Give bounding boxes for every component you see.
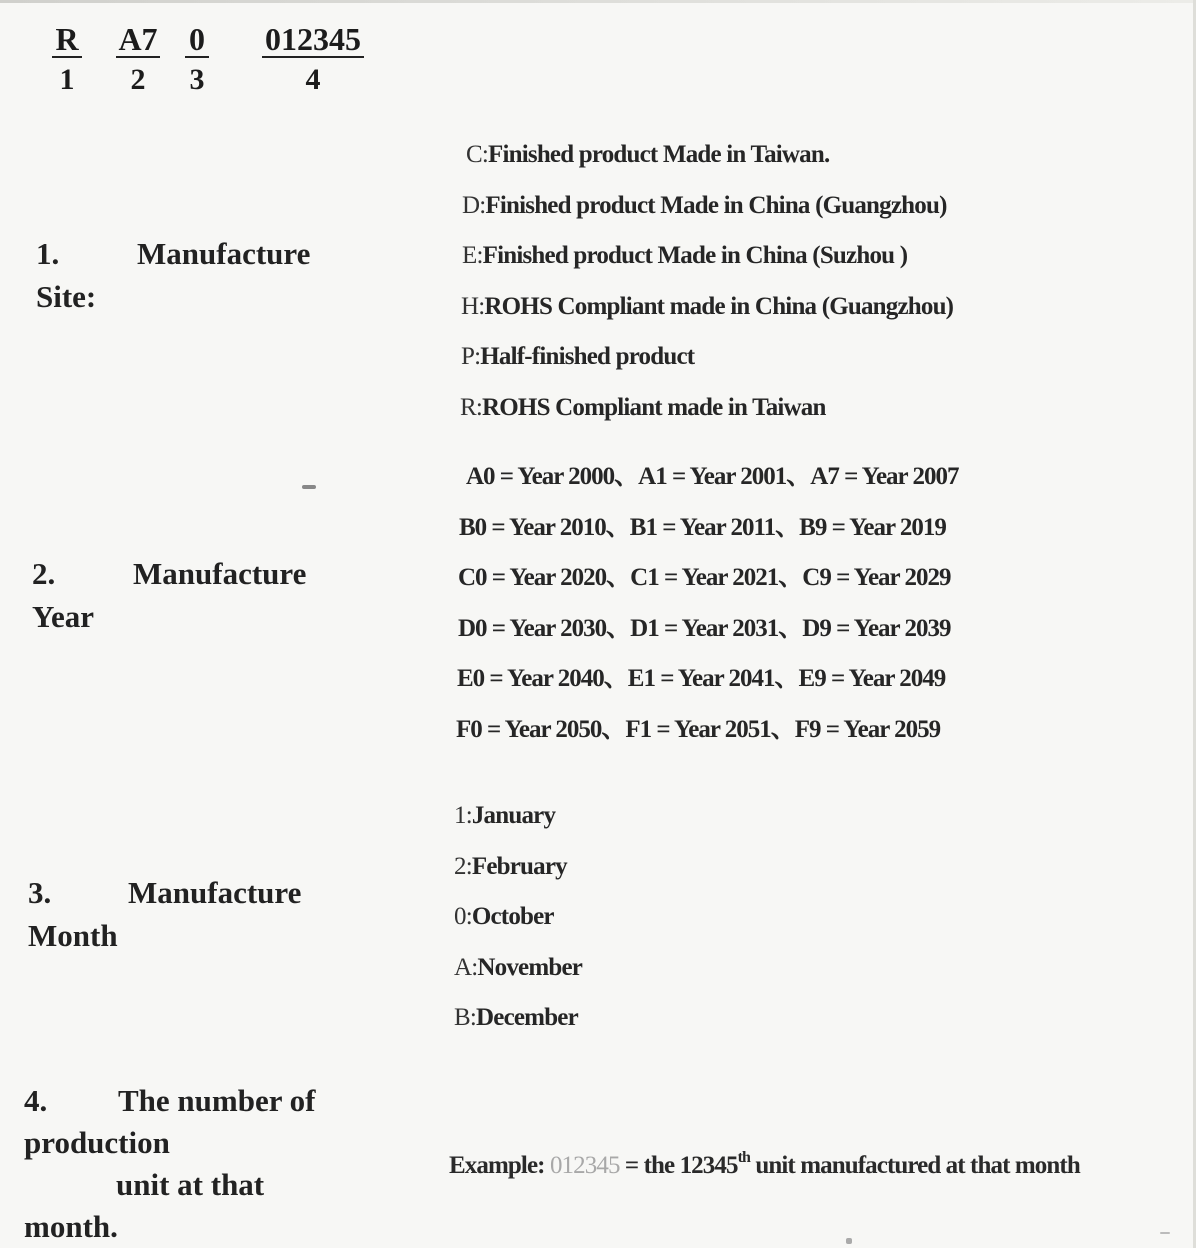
section-title: Manufacture [128, 875, 302, 910]
scan-speck [302, 485, 316, 489]
section-3-heading [28, 871, 328, 957]
code-segment-4 [262, 22, 364, 102]
code-segment-2 [116, 22, 160, 102]
month-options-list [454, 791, 582, 1044]
list-item: 0:October [454, 903, 554, 930]
section-title-cont: Month [28, 918, 118, 953]
list-item: C0 = Year 2020、C1 = Year 2021、C9 = Year 2029 [458, 564, 951, 591]
section-2-heading [32, 552, 332, 638]
example-text [449, 1149, 1080, 1180]
code-segment-3 [185, 22, 209, 102]
section-4-heading [24, 1080, 364, 1248]
example-code: 012345 [549, 1152, 620, 1179]
example-rest: unit manufactured at that month [755, 1152, 1080, 1179]
list-item: A0 = Year 2000、A1 = Year 2001、A7 = Year 2007 [466, 463, 959, 490]
list-item: 1:January [454, 802, 556, 829]
list-item: B:December [454, 1004, 578, 1031]
section-title-cont: Site: [36, 279, 97, 314]
code-index: 4 [305, 63, 321, 96]
section-title: Manufacture [137, 236, 311, 271]
list-item: B0 = Year 2010、B1 = Year 2011、B9 = Year 2019 [459, 513, 946, 541]
section-title-cont: production [24, 1125, 170, 1160]
list-item: D0 = Year 2030、D1 = Year 2031、D9 = Year 2039 [458, 614, 951, 642]
section-title: The number of [118, 1083, 316, 1118]
section-title-cont: month. [24, 1209, 118, 1244]
code-index: 3 [189, 63, 205, 96]
example-equals: = the 12345 [624, 1152, 738, 1179]
scan-speck [846, 1238, 852, 1244]
section-number: 4. [24, 1083, 48, 1118]
list-item: A:November [454, 953, 583, 981]
code-segment-1 [52, 22, 82, 102]
list-item: P:Half-finished product [461, 343, 695, 370]
example-superscript: th [737, 1149, 751, 1166]
code-value: 0 [185, 22, 209, 58]
example-label: Example: [449, 1152, 545, 1179]
list-item: H:ROHS Compliant made in China (Guangzhou) [461, 292, 954, 320]
list-item: R:ROHS Compliant made in Taiwan [460, 393, 826, 421]
code-index: 1 [59, 63, 75, 96]
section-title: Manufacture [133, 556, 307, 591]
list-item: E0 = Year 2040、E1 = Year 2041、E9 = Year 2049 [457, 665, 946, 692]
code-value: R [52, 22, 82, 58]
list-item: E:Finished product Made in China (Suzhou ) [462, 242, 908, 269]
list-item: 2:February [454, 852, 567, 880]
section-number: 3. [28, 875, 52, 910]
section-number: 1. [36, 236, 60, 271]
code-value: 012345 [262, 22, 364, 58]
scan-speck [1160, 1232, 1170, 1234]
code-value: A7 [116, 22, 160, 58]
code-index: 2 [130, 63, 146, 96]
site-options-list [460, 130, 954, 433]
list-item: D:Finished product Made in China (Guangzhou) [462, 191, 947, 219]
section-title-cont: unit at that [116, 1167, 265, 1202]
list-item: F0 = Year 2050、F1 = Year 2051、F9 = Year 2059 [456, 715, 941, 743]
list-item: C:Finished product Made in Taiwan. [466, 141, 830, 168]
section-number: 2. [32, 556, 56, 591]
section-title-cont: Year [32, 599, 94, 634]
section-1-heading [36, 232, 336, 318]
page-top-edge [0, 0, 1196, 3]
year-options-list [456, 452, 959, 755]
